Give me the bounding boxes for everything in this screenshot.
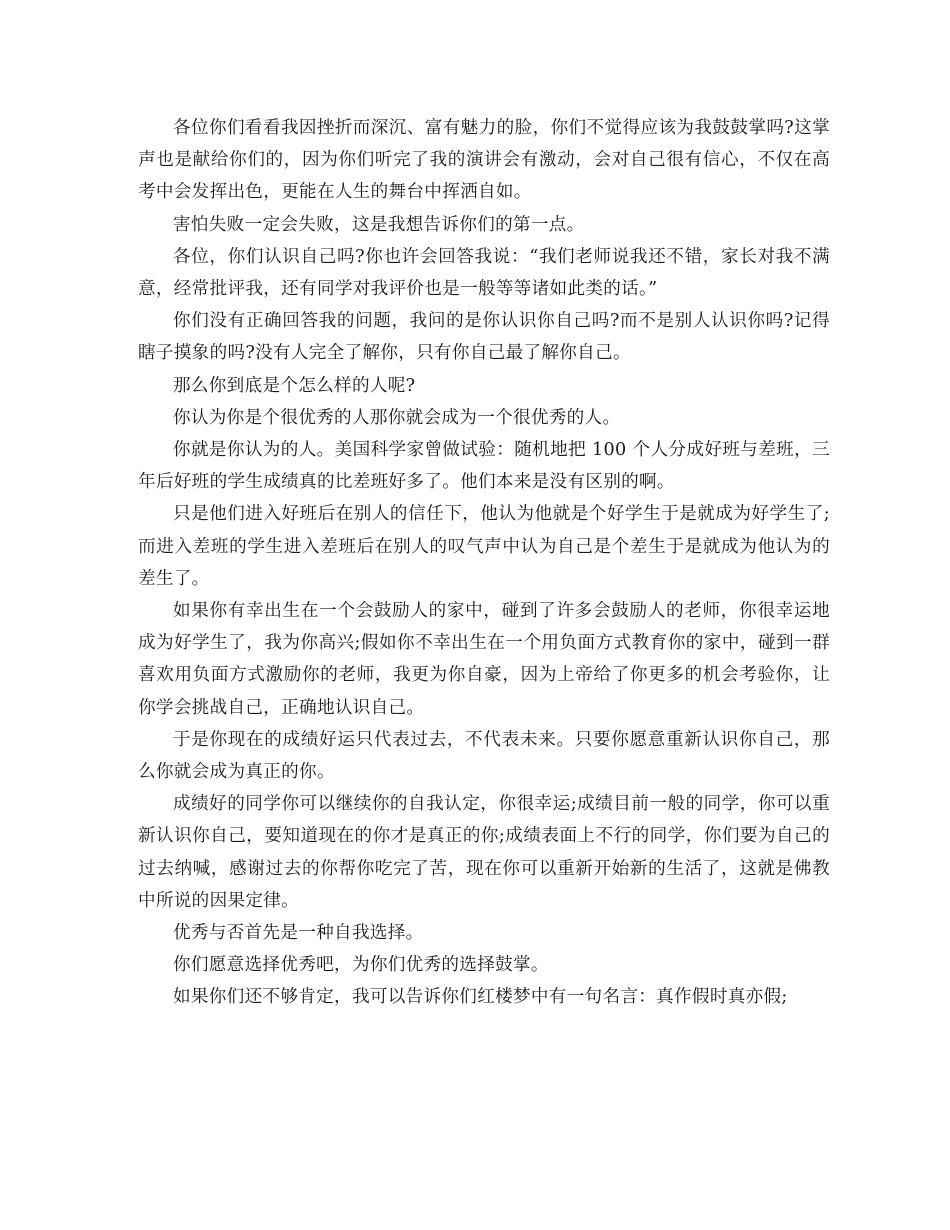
paragraph-8: 只是他们进入好班后在别人的信任下，他认为他就是个好学生于是就成为好学生了;而进入差班的学生进入差班后在别人的叹气声中认为自己是个差生于是就成为他认为的差生了。: [138, 504, 830, 589]
paragraph-5: 那么你到底是个怎么样的人呢?: [173, 375, 416, 396]
paragraph-11: 成绩好的同学你可以继续你的自我认定，你很幸运;成绩目前一般的同学，你可以重新认识你自己，要知道现在的你才是真正的你;成绩表面上不行的同学，你们要为自己的过去纳喊，感谢过去的你帮你吃完了苦，现在你可以重新开始新的生活了，这就是佛教中所说的因果定律。: [138, 794, 830, 911]
paragraph-12: 优秀与否首先是一种自我选择。: [173, 923, 424, 944]
paragraph-13: 你们愿意选择优秀吧，为你们优秀的选择鼓掌。: [173, 955, 549, 976]
paragraph-10: 于是你现在的成绩好运只代表过去，不代表未来。只要你愿意重新认识你自己，那么你就会成为真正的你。: [138, 729, 830, 783]
paragraph-6: 你认为你是个很优秀的人那你就会成为一个很优秀的人。: [173, 407, 621, 428]
document-page: [138, 112, 830, 1014]
paragraph-2: 害怕失败一定会失败，这是我想告诉你们的第一点。: [173, 214, 585, 235]
paragraph-14: 如果你们还不够肯定，我可以告诉你们红楼梦中有一句名言：真作假时真亦假;: [173, 987, 788, 1008]
paragraph-1: 各位你们看看我因挫折而深沉、富有魅力的脸，你们不觉得应该为我鼓鼓掌吗?这掌声也是献给你们的，因为你们听完了我的演讲会有激动，会对自己很有信心，不仅在高考中会发挥出色，更能在人生的舞台中挥洒自如。: [138, 118, 830, 203]
paragraph-9: 如果你有幸出生在一个会鼓励人的家中，碰到了许多会鼓励人的老师，你很幸运地成为好学生了，我为你高兴;假如你不幸出生在一个用负面方式教育你的家中，碰到一群喜欢用负面方式激励你的老师，我更为你自豪，因为上帝给了你更多的机会考验你，让你学会挑战自己，正确地认识自己。: [138, 601, 830, 718]
paragraph-4: 你们没有正确回答我的问题，我问的是你认识你自己吗?而不是别人认识你吗?记得瞎子摸象的吗?没有人完全了解你，只有你自己最了解你自己。: [138, 311, 830, 364]
paragraph-7: 你就是你认为的人。美国科学家曾做试验：随机地把 100 个人分成好班与差班，三年后好班的学生成绩真的比差班好多了。他们本来是没有区别的啊。: [138, 440, 830, 493]
paragraph-3: 各位，你们认识自己吗?你也许会回答我说：“我们老师说我还不错，家长对我不满意，经常批评我，还有同学对我评价也是一般等等诸如此类的话。”: [138, 246, 830, 300]
